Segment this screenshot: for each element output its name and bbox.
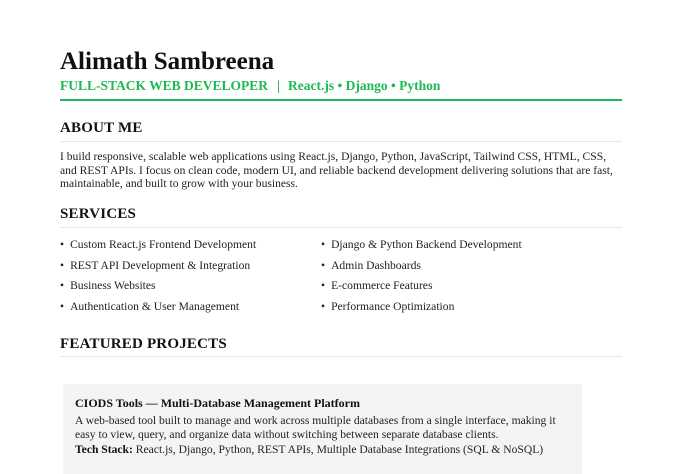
candidate-name: Alimath Sambreena bbox=[60, 48, 275, 75]
service-label: Performance Optimization bbox=[331, 300, 455, 313]
service-item bbox=[60, 300, 239, 313]
bullet-icon: • bbox=[321, 300, 326, 313]
tech-stack-summary: React.js • Django • Python bbox=[288, 78, 441, 93]
headline bbox=[60, 78, 440, 94]
project-card bbox=[63, 384, 582, 474]
service-item bbox=[321, 238, 522, 251]
service-item bbox=[321, 259, 421, 272]
about-section-divider bbox=[60, 141, 622, 142]
project-tech-stack bbox=[75, 443, 543, 456]
service-item bbox=[321, 279, 432, 292]
tech-stack-label: Tech Stack: bbox=[75, 443, 133, 456]
project-description: A web-based tool built to manage and work across multiple databases from a single interface, making it easy to view, query, and organize data without switching between separate database clients. bbox=[75, 414, 556, 441]
headline-separator: | bbox=[277, 78, 281, 93]
service-item bbox=[321, 300, 454, 313]
bullet-icon: • bbox=[60, 279, 65, 292]
role-title: FULL-STACK WEB DEVELOPER bbox=[60, 78, 269, 93]
services-section-divider bbox=[60, 227, 622, 228]
bullet-icon: • bbox=[321, 279, 326, 292]
service-item bbox=[60, 279, 156, 292]
bullet-icon: • bbox=[60, 259, 65, 272]
projects-section-divider bbox=[60, 356, 622, 357]
about-section-title: ABOUT ME bbox=[60, 120, 143, 136]
bullet-icon: • bbox=[321, 238, 326, 251]
bullet-icon: • bbox=[60, 238, 65, 251]
service-label: Admin Dashboards bbox=[331, 259, 421, 272]
bullet-icon: • bbox=[321, 259, 326, 272]
project-title: CIODS Tools — Multi-Database Management Platform bbox=[75, 396, 360, 410]
service-label: Django & Python Backend Development bbox=[331, 238, 522, 251]
projects-section-title: FEATURED PROJECTS bbox=[60, 336, 227, 352]
service-label: REST API Development & Integration bbox=[70, 259, 251, 272]
header-divider bbox=[60, 99, 622, 101]
service-label: Business Websites bbox=[70, 279, 156, 292]
service-label: Custom React.js Frontend Development bbox=[70, 238, 257, 251]
services-section-title: SERVICES bbox=[60, 206, 137, 222]
service-label: E-commerce Features bbox=[331, 279, 433, 292]
service-item bbox=[60, 238, 256, 251]
service-item bbox=[60, 259, 250, 272]
service-label: Authentication & User Management bbox=[70, 300, 240, 313]
bullet-icon: • bbox=[60, 300, 65, 313]
tech-stack-value: React.js, Django, Python, REST APIs, Multiple Database Integrations (SQL & NoSQL) bbox=[135, 443, 544, 456]
about-paragraph: I build responsive, scalable web applications using React.js, Django, Python, JavaScript, Tailwind CSS, HTML, CSS, and REST APIs. I focus on clean code, modern UI, and reliable backend development delivering solutions that are fast, maintainable, and built to grow with your business. bbox=[60, 150, 613, 190]
